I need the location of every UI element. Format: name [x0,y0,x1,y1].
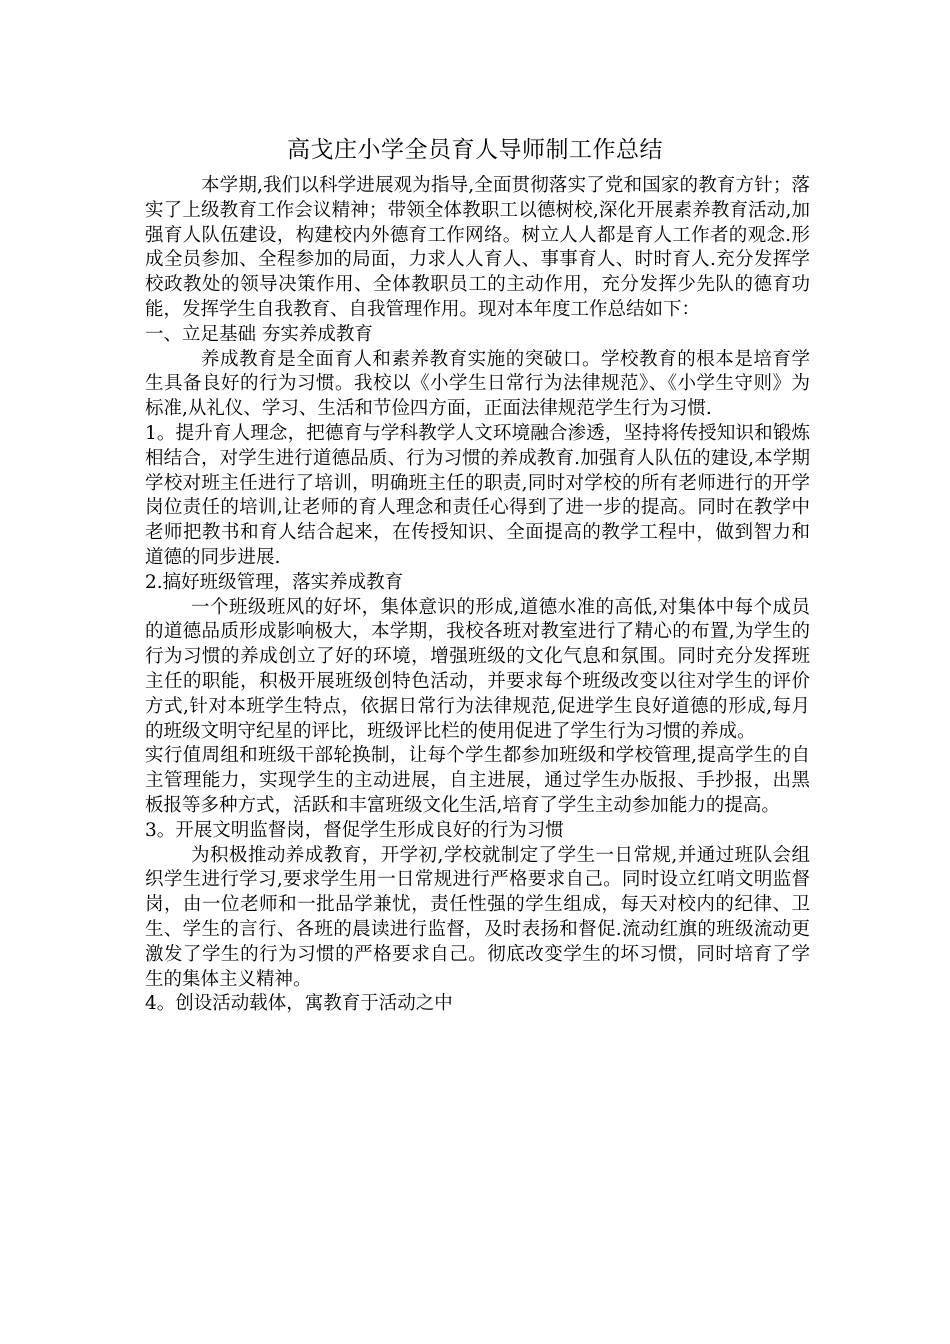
item-3-paragraph: 为积极推动养成教育，开学初,学校就制定了学生一日常规,并通过班队会组织学生进行学习,要求学生用一日常规进行严格要求自己。同时设立红哨文明监督岗，由一位老师和一批品学兼忧，责任性强的学生组成，每天对校内的纪律、卫生、学生的言行、各班的晨读进行监督，及时表扬和督促.流动红旗的班级流动更激发了学生的行为习惯的严格要求自己。彻底改变学生的坏习惯，同时培育了学生的集体主义精神。 [145,844,810,990]
document-body [145,174,810,1017]
section-1-paragraph: 养成教育是全面育人和素养教育实施的突破口。学校教育的根本是培育学生具备良好的行为习惯。我校以《小学生日常行为法律规范》、《小学生守则》为标准,从礼仪、学习、生活和节俭四方面，正面法律规范学生行为习惯. [145,348,810,420]
intro-paragraph: 本学期,我们以科学进展观为指导,全面贯彻落实了党和国家的教育方针；落实了上级教育工作会议精神；带领全体教职工以德树校,深化开展素养教育活动,加强育人队伍建设，构建校内外德育工作网络。树立人人都是育人工作者的观念.形成全员参加、全程参加的局面，力求人人育人、事事育人、时时育人.充分发挥学校政教处的领导决策作用、全体教职员工的主动作用，充分发挥少先队的德育功能，发挥学生自我教育、自我管理作用。现对本年度工作总结如下： [145,175,810,320]
item-3-heading: 3。开展文明监督岗，督促学生形成良好的行为习惯 [145,819,564,841]
item-2-paragraph: 一个班级班风的好坏，集体意识的形成,道德水准的高低,对集体中每个成员的道德品质形成影响极大，本学期，我校各班对教室进行了精心的布置,为学生的行为习惯的养成创立了好的环境，增强班级的文化气息和氛围。同时充分发挥班主任的职能，积极开展班级创特色活动，并要求每个班级改变以往对学生的评价方式,针对本班学生特点，依据日常行为法律规范,促进学生良好道德的形成,每月的班级文明守纪星的评比，班级评比栏的使用促进了学生行为习惯的养成。 [145,596,810,742]
item-2-heading: 2.搞好班级管理，落实养成教育 [145,571,404,593]
item-4-heading: 4。创设活动载体，寓教育于活动之中 [145,993,453,1015]
document-title: 高戈庄小学全员育人导师制工作总结 [287,137,663,163]
item-1-paragraph: 1。提升育人理念，把德育与学科教学人文环境融合渗透，坚持将传授知识和锻炼相结合，对学生进行道德品质、行为习惯的养成教育.加强育人队伍的建设,本学期学校对班主任进行了培训，明确班主任的职责,同时对学校的所有老师进行的开学岗位责任的培训,让老师的育人理念和责任心得到了进一步的提高。同时在教学中老师把教书和育人结合起来，在传授知识、全面提高的教学工程中，做到智力和道德的同步进展. [145,422,810,568]
item-2-paragraph-continued: 实行值周组和班级干部轮换制，让每个学生都参加班级和学校管理,提高学生的自主管理能力，实现学生的主动进展，自主进展，通过学生办版报、手抄报，出黑板报等多种方式，活跃和丰富班级文化生活,培育了学生主动参加能力的提高。 [145,745,810,816]
section-heading-1: 一、立足基础 夯实养成教育 [145,323,373,345]
